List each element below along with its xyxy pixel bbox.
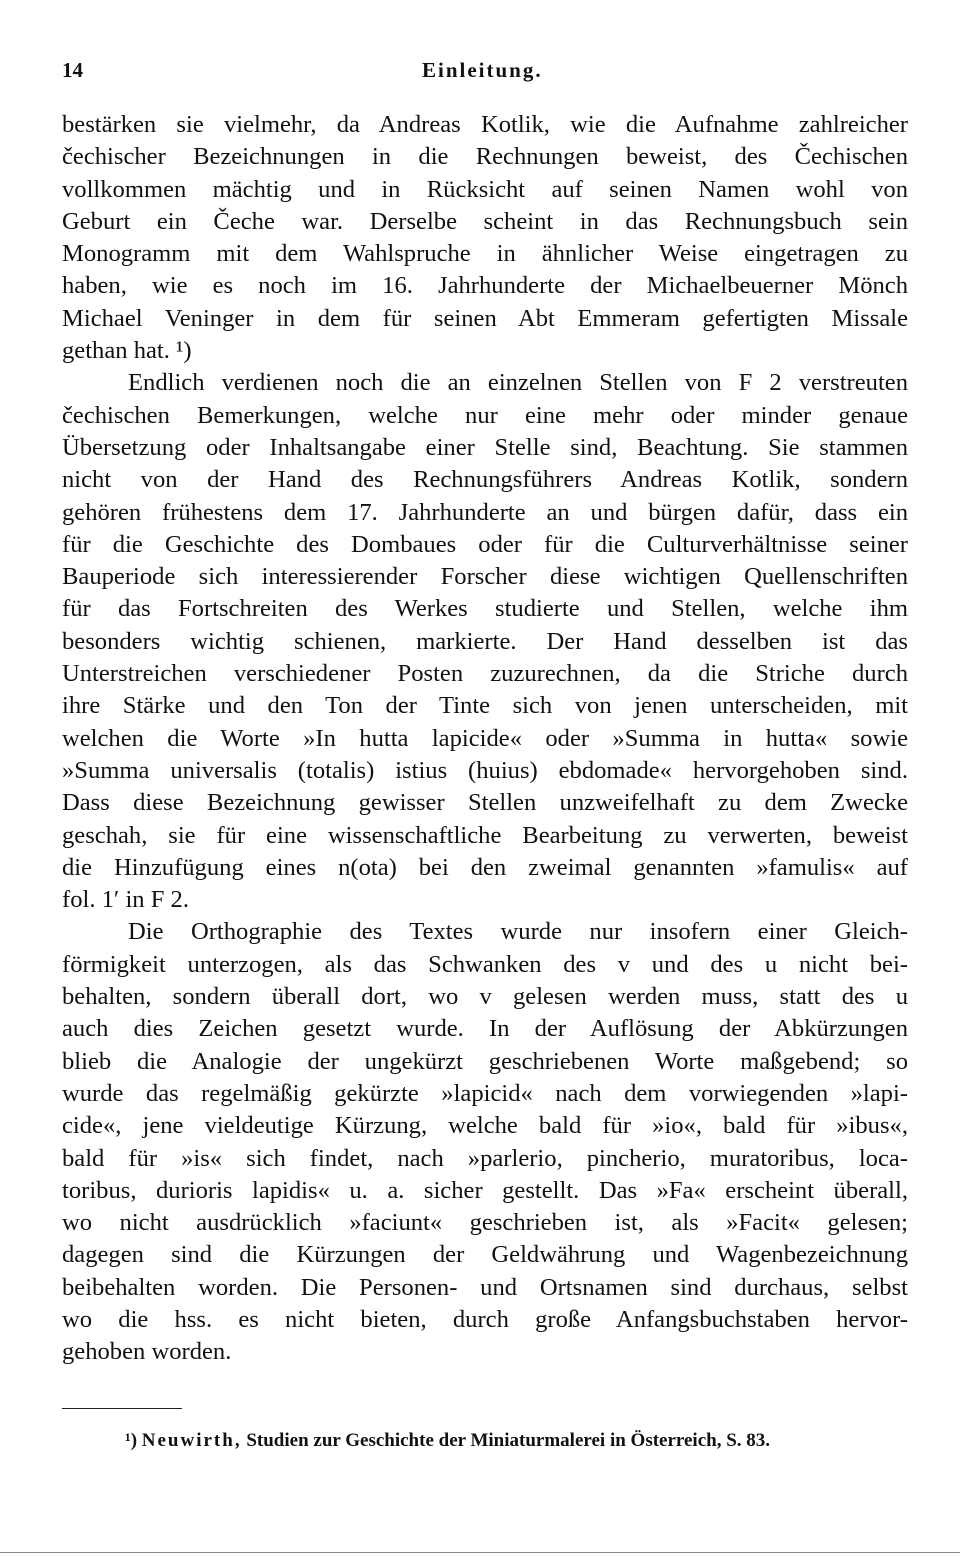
text-line: gethan hat. ¹) bbox=[62, 337, 192, 365]
text-line: haben, wie es noch im 16. Jahrhunderte der Michaelbeuerner Mönch bbox=[62, 272, 908, 300]
text-line: Übersetzung oder Inhaltsangabe einer Stelle sind, Beachtung. Sie stammen bbox=[62, 433, 908, 461]
text-line: wurde das regelmäßig gekürzte »lapicid« nach dem vorwiegenden »lapi- bbox=[62, 1079, 908, 1107]
footnote-text: Studien zur Geschichte der Miniaturmalerei in Österreich, S. 83. bbox=[246, 1430, 771, 1451]
text-line: auch dies Zeichen gesetzt wurde. In der Auflösung der Abkürzungen bbox=[62, 1015, 908, 1043]
text-line: bald für »is« sich findet, nach »parlerio, pincherio, muratoribus, loca- bbox=[62, 1144, 908, 1172]
text-line: Monogramm mit dem Wahlspruche in ähnlicher Weise eingetragen zu bbox=[62, 240, 908, 268]
text-line: wo nicht ausdrücklich »faciunt« geschrieben ist, als »Facit« gelesen; bbox=[62, 1209, 908, 1237]
text-line: blieb die Analogie der ungekürzt geschriebenen Worte maßgebend; so bbox=[62, 1047, 908, 1075]
text-line: dagegen sind die Kürzungen der Geldwährung und Wagenbezeichnung bbox=[62, 1241, 908, 1269]
text-line: Unterstreichen verschiedener Posten zuzurechnen, da die Striche durch bbox=[62, 660, 908, 688]
text-line: Michael Veninger in dem für seinen Abt Emmeram gefertigten Missale bbox=[62, 304, 908, 332]
text-line: Dass diese Bezeichnung gewisser Stellen unzweifelhaft zu dem Zwecke bbox=[62, 789, 908, 817]
text-line: čechischer Bezeichnungen in die Rechnungen beweist, des Čechischen bbox=[62, 143, 908, 171]
text-line: Geburt ein Čeche war. Derselbe scheint in das Rechnungsbuch sein bbox=[62, 207, 908, 235]
text-line: behalten, sondern überall dort, wo v gelesen werden muss, statt des u bbox=[62, 983, 908, 1011]
footnote-author: Neuwirth, bbox=[141, 1430, 242, 1451]
text-line: fol. 1′ in F 2. bbox=[62, 886, 189, 914]
text-line: cide«, jene vieldeutige Kürzung, welche bald für »io«, bald für »ibus«, bbox=[62, 1112, 908, 1140]
text-line: welchen die Worte »In hutta lapicide« oder »Summa in hutta« sowie bbox=[62, 724, 908, 752]
text-line: beibehalten worden. Die Personen- und Ortsnamen sind durchaus, selbst bbox=[62, 1273, 908, 1301]
page-bottom-edge bbox=[0, 1552, 960, 1553]
page-header bbox=[62, 58, 908, 88]
footnote-marker: ¹) bbox=[125, 1430, 138, 1451]
text-line: bestärken sie vielmehr, da Andreas Kotlik, wie die Aufnahme zahlreicher bbox=[62, 111, 908, 138]
text-line: Die Orthographie des Textes wurde nur insofern einer Gleich- bbox=[128, 918, 908, 946]
text-line: Endlich verdienen noch die an einzelnen Stellen von F 2 verstreuten bbox=[128, 369, 908, 397]
body-text bbox=[62, 109, 908, 1369]
text-line: wo die hss. es nicht bieten, durch große Anfangsbuchstaben hervor- bbox=[62, 1305, 908, 1333]
paragraph-1 bbox=[62, 109, 908, 367]
text-line: geschah, sie für eine wissenschaftliche Bearbeitung zu verwerten, beweist bbox=[62, 821, 908, 849]
text-line: »Summa universalis (totalis) istius (huius) ebdomade« hervorgehoben sind. bbox=[62, 756, 908, 784]
text-line: ihre Stärke und den Ton der Tinte sich von jenen unterscheiden, mit bbox=[62, 692, 908, 720]
text-line: besonders wichtig schienen, markierte. Der Hand desselben ist das bbox=[62, 627, 908, 655]
text-line: čechischen Bemerkungen, welche nur eine mehr oder minder genaue bbox=[62, 401, 908, 429]
paragraph-3 bbox=[62, 916, 908, 1368]
text-line: gehören frühestens dem 17. Jahrhunderte an und bürgen dafür, dass ein bbox=[62, 498, 908, 526]
footnote-divider bbox=[62, 1408, 182, 1409]
text-line: nicht von der Hand des Rechnungsführers Andreas Kotlik, sondern bbox=[62, 466, 908, 494]
text-line: Bauperiode sich interessierender Forscher diese wichtigen Quellenschriften bbox=[62, 563, 908, 591]
running-head: Einleitung. bbox=[422, 58, 543, 82]
page-number: 14 bbox=[62, 58, 83, 82]
text-line: vollkommen mächtig und in Rücksicht auf seinen Namen wohl von bbox=[62, 175, 908, 203]
paragraph-2 bbox=[62, 367, 908, 916]
text-line: förmigkeit unterzogen, als das Schwanken des v und des u nicht bei- bbox=[62, 950, 908, 978]
text-line: die Hinzufügung eines n(ota) bei den zweimal genannten »famulis« auf bbox=[62, 853, 908, 881]
text-line: für das Fortschreiten des Werkes studierte und Stellen, welche ihm bbox=[62, 595, 908, 623]
text-line: für die Geschichte des Dombaues oder für die Culturverhältnisse seiner bbox=[62, 530, 908, 558]
footnote bbox=[125, 1430, 770, 1452]
text-line: toribus, durioris lapidis« u. a. sicher gestellt. Das »Fa« erscheint überall, bbox=[62, 1176, 908, 1204]
text-line: gehoben worden. bbox=[62, 1338, 232, 1366]
